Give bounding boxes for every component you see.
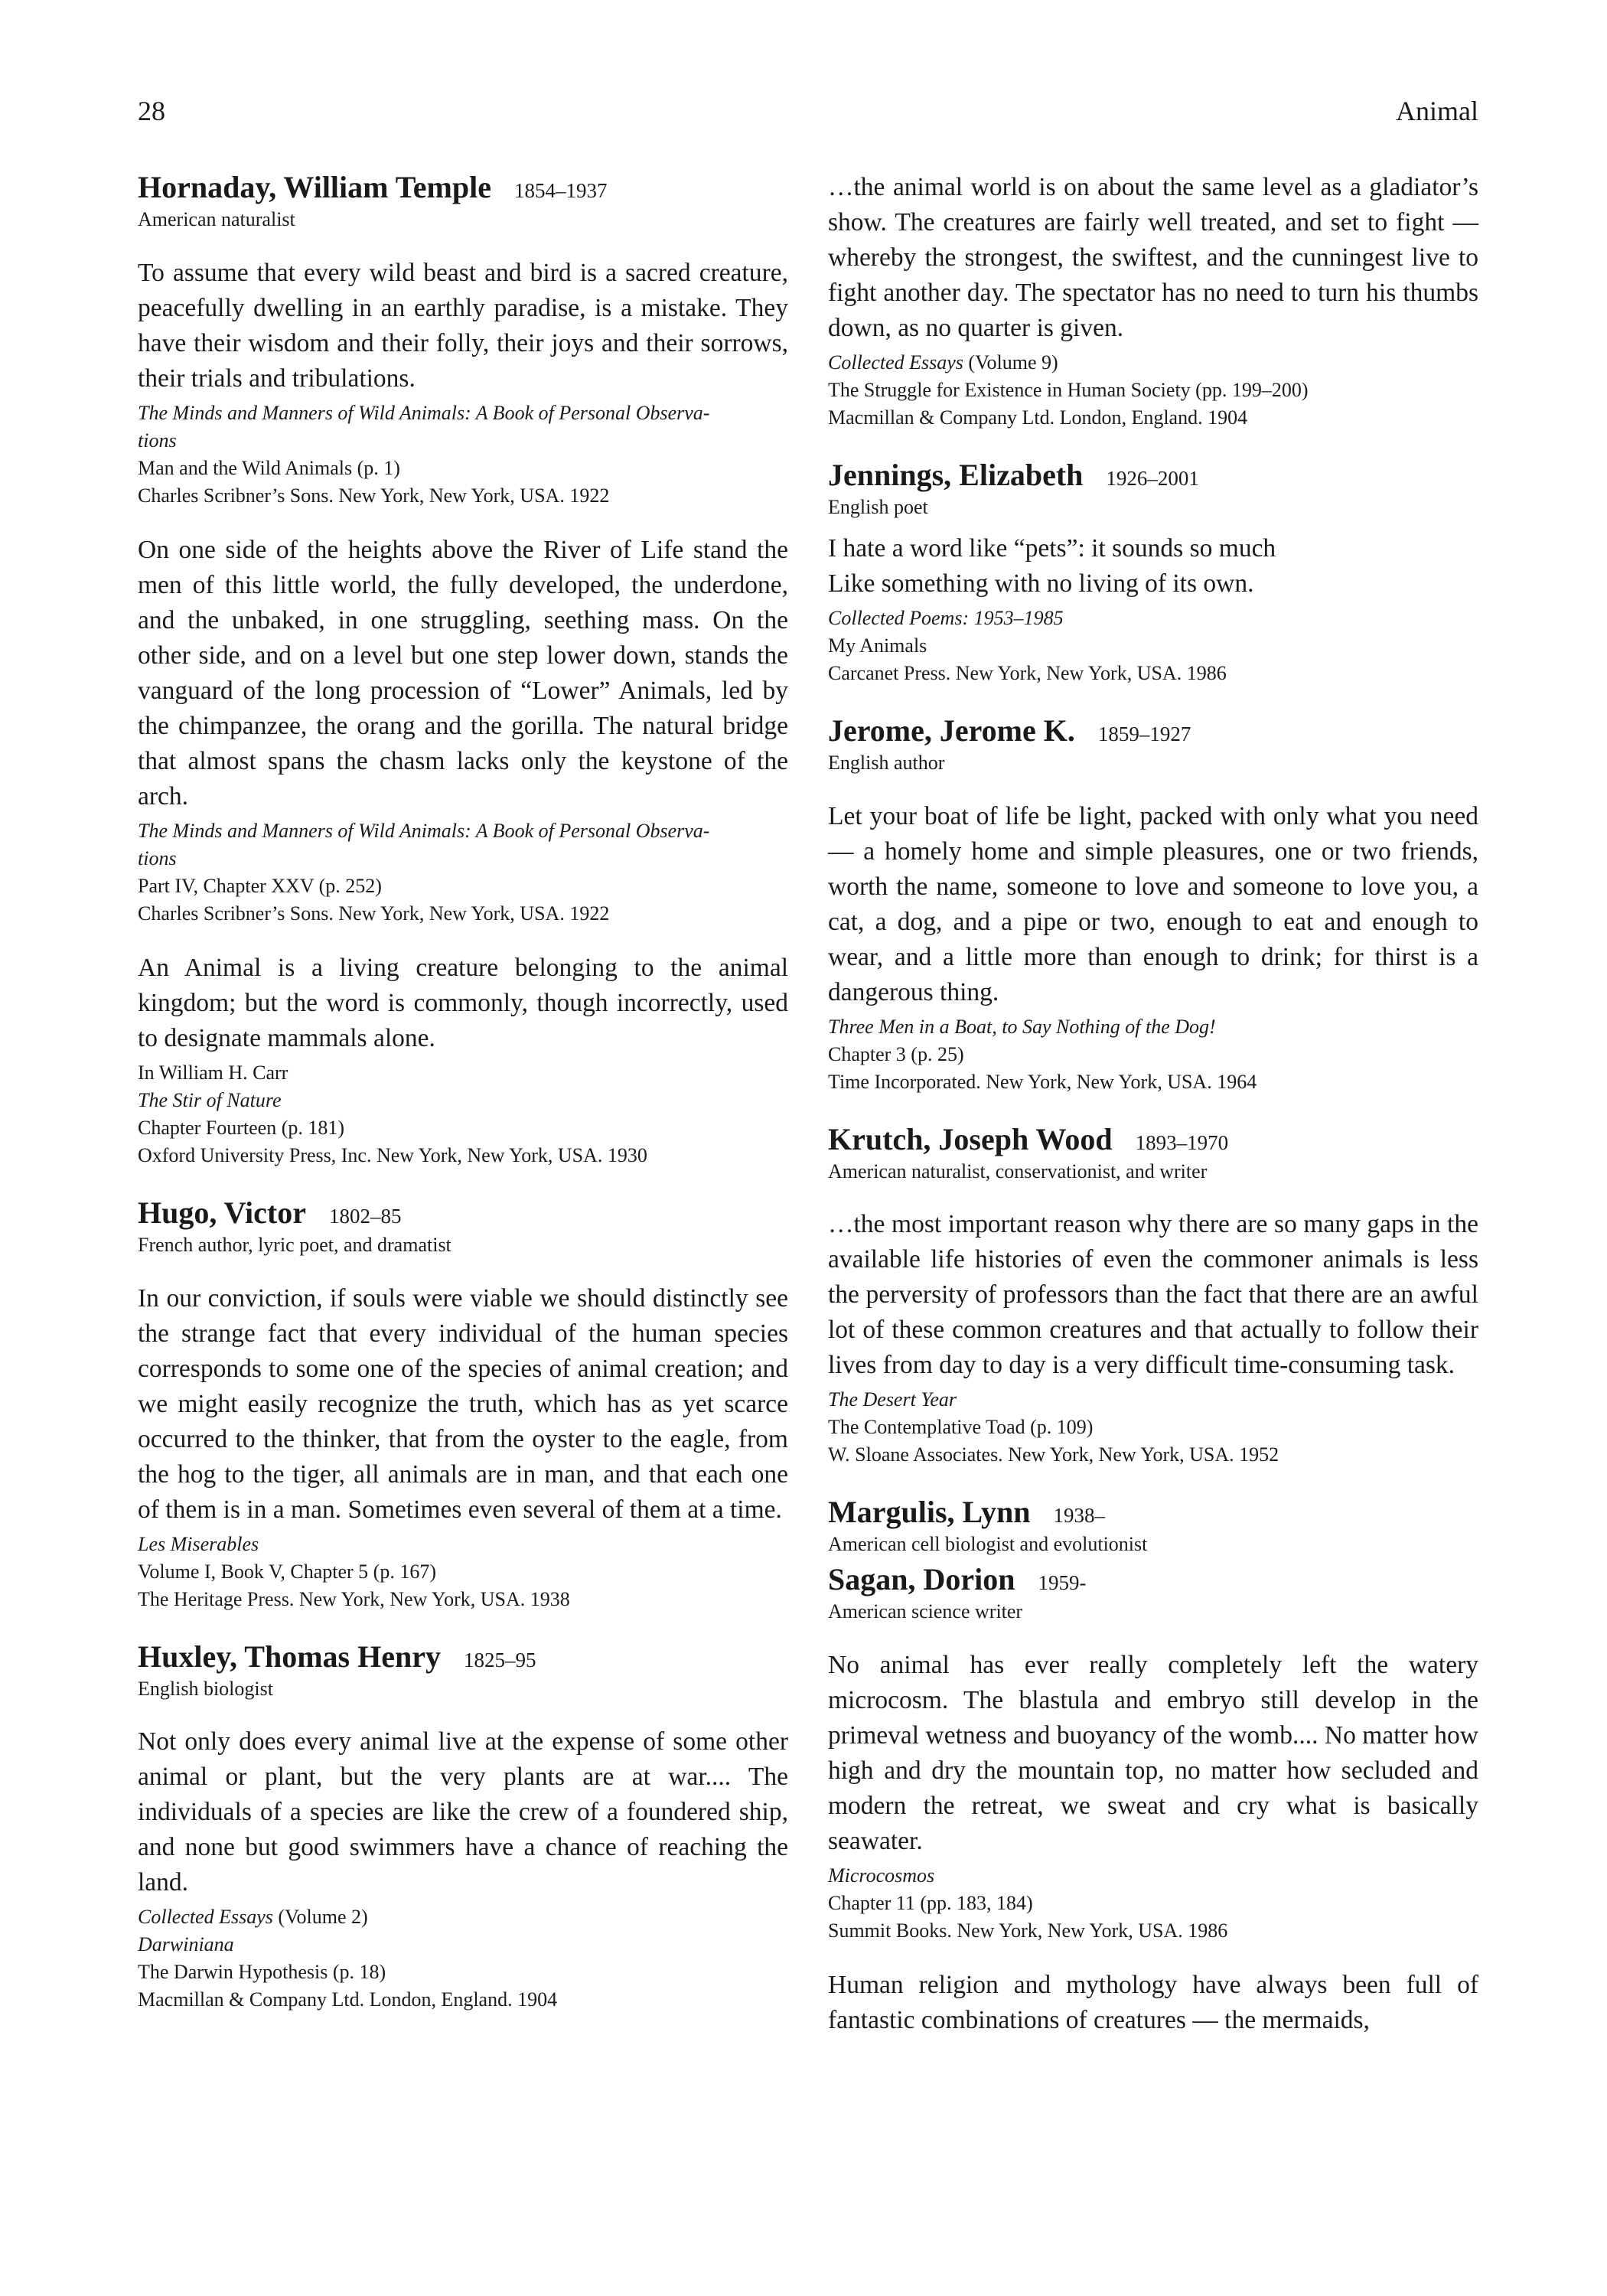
source-publisher: Time Incorporated. New York, New York, USA. 1964 [828, 1070, 1257, 1093]
source-section: My Animals [828, 634, 927, 657]
source-work-line [138, 1903, 788, 1931]
entry-hugo [138, 1195, 788, 1613]
entry-jerome [828, 713, 1478, 1096]
author-dates: 1959- [1038, 1571, 1087, 1595]
author-role: American cell biologist and evolutionist [828, 1533, 1148, 1556]
source-work: Les Miserables [138, 1532, 259, 1555]
source-publisher: The Heritage Press. New York, New York, USA. 1938 [138, 1587, 570, 1610]
author-role: American naturalist [138, 208, 295, 230]
author-heading [138, 170, 788, 205]
entry-krutch [828, 1122, 1478, 1469]
source-section: Man and the Wild Animals (p. 1) [138, 456, 400, 479]
author-name: Jerome, Jerome K. [828, 713, 1075, 748]
source-publisher: Charles Scribner’s Sons. New York, New York, USA. 1922 [138, 902, 610, 925]
author-dates: 1802–85 [328, 1204, 402, 1228]
author-name: Hornaday, William Temple [138, 170, 491, 204]
entry-jennings [828, 458, 1478, 687]
author-name: Hugo, Victor [138, 1195, 306, 1230]
quote-text: No animal has ever really completely left the watery microcosm. The blastula and embryo still develop in the primeval wetness and buoyancy of the womb.... No matter how high and dry the mountain top, no matter how secluded and modern the retreat, we sweat and cry what is basically seawater. [828, 1650, 1478, 1855]
right-column [828, 170, 1478, 2064]
source-work: Microcosmos [828, 1864, 935, 1887]
source-publisher: Charles Scribner’s Sons. New York, New York, USA. 1922 [138, 484, 610, 507]
source-publisher: W. Sloane Associates. New York, New York, USA. 1952 [828, 1443, 1279, 1466]
source-work: Collected Poems: 1953–1985 [828, 606, 1064, 629]
source-publisher: Macmillan & Company Ltd. London, England. 1904 [828, 406, 1248, 429]
source-publisher: Macmillan & Company Ltd. London, England. 1904 [138, 1988, 558, 2011]
author-name: Krutch, Joseph Wood [828, 1121, 1113, 1156]
quote-text: Not only does every animal live at the expense of some other animal or plant, but the very plants are at war.... The individuals of a species are like the crew of a foundered ship, and none but good swimmers have a chance of reaching the land. [138, 1727, 788, 1897]
left-column [138, 170, 788, 2040]
author-dates: 1859–1927 [1097, 722, 1191, 745]
author-name: Jennings, Elizabeth [828, 458, 1084, 492]
quote-text: Human religion and mythology have always been full of fantastic combinations of creatures — the mermaids, [828, 1970, 1478, 2034]
author-heading [828, 1122, 1478, 1157]
author-dates: 1825–95 [463, 1648, 536, 1671]
author-name: Margulis, Lynn [828, 1495, 1031, 1530]
source-in: In William H. Carr [138, 1061, 288, 1084]
source-work: The Minds and Manners of Wild Animals: A Book of Personal Observa- [138, 819, 710, 842]
source-section: Chapter 11 (pp. 183, 184) [828, 1891, 1033, 1914]
source-volume: (Volume 9) [963, 351, 1058, 373]
source-section: Part IV, Chapter XXV (p. 252) [138, 874, 382, 897]
author-heading [828, 458, 1478, 493]
author-dates: 1854–1937 [513, 179, 608, 202]
author-name: Huxley, Thomas Henry [138, 1639, 441, 1674]
quote-text: Let your boat of life be light, packed with only what you need — a homely home and simple pleasures, one or two friends, worth the name, someone to love and someone to love you, a cat, a dog, and a pipe or two, enough to eat and enough to wear, and a little more than enough to drink; for thirst is a dangerous thing. [828, 801, 1478, 1006]
source-section: Volume I, Book V, Chapter 5 (p. 167) [138, 1560, 436, 1583]
entry-margulis-sagan [828, 1495, 1478, 2038]
entry-huxley-continued [828, 170, 1478, 432]
source-work: Collected Essays [828, 351, 963, 373]
source-publisher: Summit Books. New York, New York, USA. 1986 [828, 1919, 1228, 1942]
author-name: Sagan, Dorion [828, 1562, 1015, 1597]
source-work-cont: tions [138, 429, 177, 452]
source-work-secondary: Darwiniana [138, 1933, 234, 1956]
page-number: 28 [138, 96, 165, 126]
author-role: English biologist [138, 1677, 273, 1700]
source-section: The Darwin Hypothesis (p. 18) [138, 1961, 386, 1984]
entry-huxley [138, 1639, 788, 2014]
quote-text: An Animal is a living creature belonging to the animal kingdom; but the word is commonly, though incorrectly, used to designate mammals alone. [138, 953, 788, 1052]
source-work-line [828, 349, 1478, 377]
source-work: The Minds and Manners of Wild Animals: A Book of Personal Observa- [138, 401, 710, 424]
source-publisher: Oxford University Press, Inc. New York, New York, USA. 1930 [138, 1143, 647, 1166]
author-role: French author, lyric poet, and dramatist [138, 1233, 451, 1256]
author-role: English author [828, 751, 945, 774]
source-publisher: Carcanet Press. New York, New York, USA. 1986 [828, 661, 1227, 684]
author-role: American science writer [828, 1600, 1023, 1623]
author-role: American naturalist, conservationist, and writer [828, 1159, 1208, 1182]
poem-line: Like something with no living of its own. [828, 569, 1254, 598]
entry-hornaday [138, 170, 788, 1169]
source-section: Chapter 3 (p. 25) [828, 1042, 964, 1065]
source-section: Chapter Fourteen (p. 181) [138, 1116, 345, 1139]
author-dates: 1938– [1053, 1504, 1106, 1528]
quote-text: To assume that every wild beast and bird is a sacred creature, peacefully dwelling in an earthly paradise, is a mistake. They have their wisdom and their folly, their joys and their sorrows, their trials and tribulations. [138, 258, 788, 393]
page-header [138, 95, 1478, 133]
author-role: English poet [828, 496, 928, 518]
poem-line: I hate a word like “pets”: it sounds so much [828, 533, 1276, 563]
running-head: Animal [1396, 96, 1478, 126]
source-work: Collected Essays [138, 1906, 273, 1929]
source-work-cont: tions [138, 846, 177, 869]
author-dates: 1926–2001 [1106, 467, 1199, 490]
source-section: The Contemplative Toad (p. 109) [828, 1416, 1094, 1439]
author-heading [828, 713, 1478, 748]
author-heading [138, 1195, 788, 1231]
quote-text: In our conviction, if souls were viable we should distinctly see the strange fact that every individual of the human species corresponds to some one of the species of animal creation; and we might easily recognize the truth, which has as yet scarce occurred to the thinker, that from the oyster to the eagle, from the hog to the tiger, all animals are in man, and that each one of them is in a man. Sometimes even several of them at a time. [138, 1283, 788, 1524]
author-dates: 1893–1970 [1135, 1130, 1229, 1154]
source-work: The Stir of Nature [138, 1088, 282, 1111]
quote-text: On one side of the heights above the River of Life stand the men of this little world, the fully developed, the underdone, and the unbaked, in one struggling, seething mass. On the other side, and on a level but one step lower down, stands the vanguard of the long procession of “Lower” Animals, led by the chimpanzee, the orang and the gorilla. The natural bridge that almost spans the chasm lacks only the keystone of the arch. [138, 535, 788, 810]
quote-text: …the most important reason why there are so many gaps in the available life histories of even the commoner animals is less the perversity of professors than the fact that there are an awful lot of these common creatures and that actually to follow their lives from day to day is a very difficult time-consuming task. [828, 1210, 1478, 1380]
source-volume: (Volume 2) [272, 1906, 368, 1929]
author-heading [828, 1495, 1478, 1530]
author-heading [138, 1639, 788, 1675]
source-work: The Desert Year [828, 1388, 957, 1411]
source-work: Three Men in a Boat, to Say Nothing of the Dog! [828, 1015, 1216, 1038]
source-section: The Struggle for Existence in Human Society (pp. 199–200) [828, 379, 1309, 401]
quote-text: …the animal world is on about the same level as a gladiator’s show. The creatures are fairly well treated, and set to fight — whereby the strongest, the swiftest, and the cunningest live to fight another day. The spectator has no need to turn his thumbs down, as no quarter is given. [828, 173, 1478, 342]
author-heading [828, 1562, 1478, 1597]
